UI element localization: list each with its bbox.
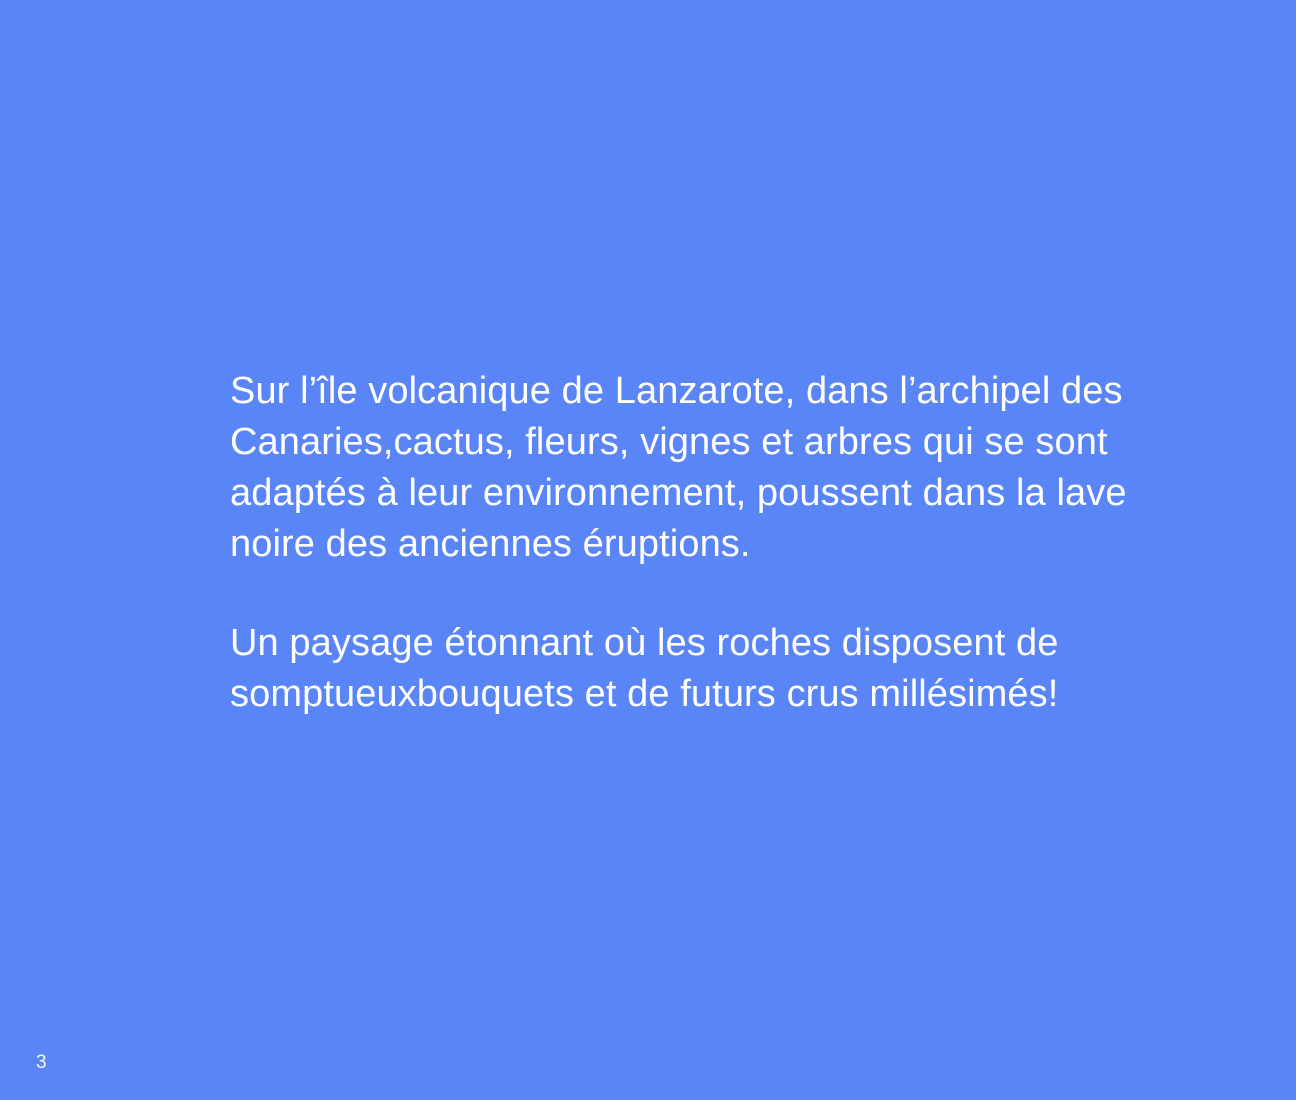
page-number: 3 — [36, 1052, 47, 1073]
slide-body-text — [230, 366, 1130, 720]
paragraph-1: Sur l’île volcanique de Lanzarote, dans l’archipel des Canaries,cactus, fleurs, vignes et arbres qui se sont adaptés à leur environnement, poussent dans la lave noire des anciennes éruptions. — [230, 370, 1127, 565]
paragraph-2: Un paysage étonnant où les roches disposent de somptueuxbouquets et de futurs crus millésimés! — [230, 622, 1059, 715]
